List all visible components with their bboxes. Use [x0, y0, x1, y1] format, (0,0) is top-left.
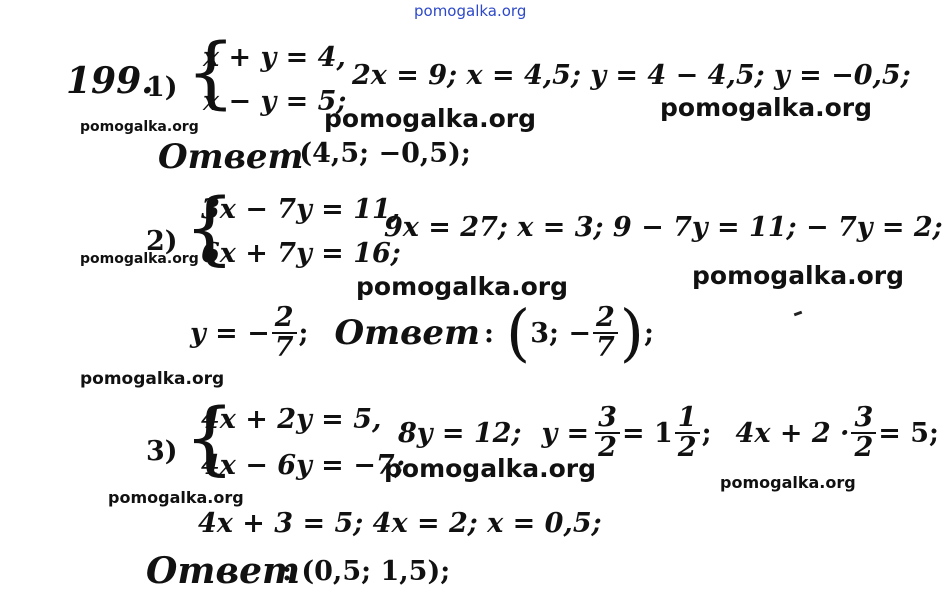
part3-answer: : (0,5; 1,5);	[282, 556, 451, 587]
part3-brace: {	[184, 391, 235, 484]
watermark: pomogalka.org	[80, 119, 199, 135]
part3-eq-sign: = 1	[621, 417, 673, 449]
part3-fraction-1	[595, 404, 620, 463]
part2-y-prefix: y = −	[190, 317, 270, 349]
right-paren: )	[619, 296, 644, 369]
part3-step3-prefix: 4x + 2 ·	[735, 417, 850, 449]
part2-answer-colon: :	[484, 317, 494, 349]
fraction-denominator: 7	[595, 332, 615, 363]
part3-step2-end: ;	[701, 417, 712, 449]
part2-eq2: 6x + 7y = 16;	[201, 238, 401, 269]
part2-answer-inner: 3; −	[530, 317, 591, 349]
fraction-numerator: 1	[675, 404, 700, 434]
watermark: pomogalka.org	[80, 369, 225, 389]
fraction-numerator: 2	[593, 304, 618, 334]
watermark: pomogalka.org	[80, 251, 199, 267]
part1-brace: {	[186, 28, 236, 118]
watermark: pomogalka.org	[720, 473, 856, 492]
fraction-numerator: 3	[851, 404, 876, 434]
watermark: pomogalka.org	[692, 261, 905, 290]
part2-answer-fraction	[593, 301, 618, 363]
part3-eq1: 4x + 2y = 5,	[201, 404, 382, 435]
part2-y-fraction	[272, 301, 297, 363]
part2-steps: 9x = 27; x = 3; 9 − 7y = 11; − 7y = 2;	[384, 212, 943, 243]
fraction-numerator: 2	[272, 304, 297, 334]
part1-answer: : (4,5; −0,5);	[280, 138, 471, 169]
fraction-denominator: 2	[598, 432, 617, 464]
problem-number: 199.	[66, 60, 154, 102]
stray-mark	[794, 311, 803, 317]
part1-eq1: x + y = 4,	[203, 42, 346, 73]
part3-label: 3)	[146, 436, 178, 467]
left-paren: (	[506, 296, 531, 369]
part2-separator: ;	[298, 317, 309, 349]
part3-eq2: 4x − 6y = −7;	[201, 450, 405, 481]
watermark: pomogalka.org	[356, 272, 569, 301]
part1-answer-word: Ответ	[158, 137, 304, 177]
watermark: pomogalka.org	[324, 104, 537, 133]
part3-step2-prefix: y =	[541, 417, 590, 449]
fraction-numerator: 3	[595, 404, 620, 434]
part3-line2: 4x + 3 = 5; 4x = 2; x = 0,5;	[198, 508, 602, 539]
watermark: pomogalka.org	[660, 93, 873, 122]
part1-label: 1)	[146, 72, 178, 103]
watermark-top: pomogalka.org	[414, 2, 527, 20]
part2-y-result	[190, 296, 654, 369]
part3-step1: 8y = 12;	[398, 417, 522, 449]
part2-answer-word: Ответ	[334, 313, 481, 353]
part2-brace: {	[184, 181, 235, 274]
fraction-denominator: 2	[677, 432, 697, 464]
part3-fraction-3	[851, 404, 876, 463]
fraction-denominator: 7	[274, 332, 294, 363]
part3-answer-word: Ответ	[146, 550, 301, 592]
watermark: pomogalka.org	[108, 488, 244, 507]
part2-eq1: 3x − 7y = 11,	[201, 194, 401, 225]
part3-step3-end: = 5;	[878, 417, 940, 449]
part3-fraction-2	[675, 404, 700, 463]
part1-eq2: x − y = 5;	[203, 86, 347, 117]
part2-answer-end: ;	[643, 317, 654, 349]
part1-steps: 2x = 9; x = 4,5; y = 4 − 4,5; y = −0,5;	[352, 60, 911, 91]
part2-label: 2)	[146, 226, 178, 257]
fraction-denominator: 2	[854, 432, 874, 464]
watermark: pomogalka.org	[384, 454, 597, 483]
